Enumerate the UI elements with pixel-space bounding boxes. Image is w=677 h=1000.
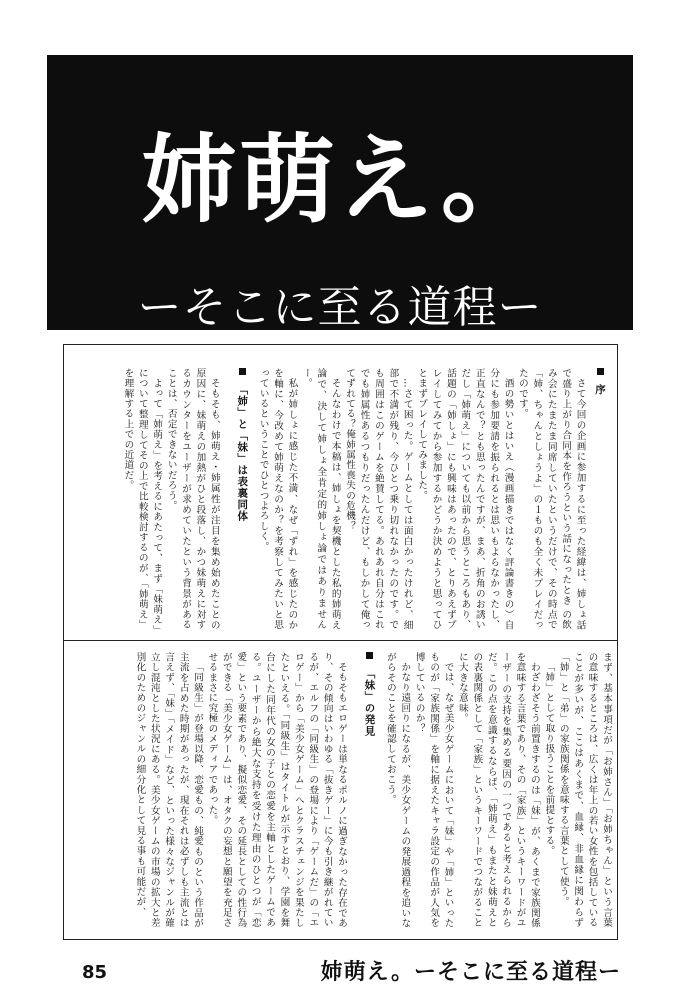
paragraph: よって「姉萌え」を考えるにあたって、まず「妹萌え」について整理してその上で比較検討するのが、「姉萌え」を理解する上での近道だ。 bbox=[122, 368, 163, 630]
article-upper-panel bbox=[73, 368, 613, 630]
paragraph: 酒の勢いとはいえ（漫画描きではなく評論書きの）自分にも参加要請を振られるとは思いもよらなかったし、正直なんで？とも思ったんですが、まあ、折角のお誘いだし「姉萌え」についても以前から思うところもあり、話題の「姉しょ」にも興味はあったので、とりあえずプレイしてみてから参加するかどうか決めようと思ってひとまずプレイしてみました。 bbox=[416, 368, 514, 630]
section-heading-ane-imouto: 「姉」と「妹」は表裏同体 bbox=[235, 368, 249, 630]
paragraph: そもそもエロゲーは単なるポルノに過ぎなかった存在であり、その傾向はいわゆる「抜きゲー」に今も引き継がれているが、エルフの「同級生」の登場により「ゲームだ」の「エロゲー」から「美少女ゲーム」へとクラスチェンジを果たしたといえる。「同級生」はタイトルが示すとおり、学園を舞台にした同年代の女の子との恋愛を主軸としたゲームである。ユーザーから絶大な支持を受けた理由のひとつが「恋愛」という要素であり、擬似恋愛、その延長としての性行為ができる「美少女ゲーム」は、オタクの妄想と願望を充足させるまさに究極のメディアであった。 bbox=[206, 652, 348, 928]
page-number: 85 bbox=[82, 962, 108, 983]
paragraph: そんなわけで本稿は、姉しょを契機とした私的姉萌え論で、決して姉しょ全肯定的姉しょ論ではありませんー。 bbox=[300, 368, 341, 630]
paragraph: …さて困った。ゲームとしては面白かったけれど、細部で不満が残り、今ひとつ乗り切れなかったのです。でも周囲はこのゲームを絶賛してる。あれあれ自分はこれでも姉属性あるつもりだったんだけど、もしかして俺ってずれてる？俺姉属性喪失の危機？ bbox=[344, 368, 413, 630]
section-divider bbox=[63, 640, 618, 641]
page-subtitle: ーそこに至る道程ー bbox=[137, 282, 543, 330]
paragraph: では、なぜ美少女ゲームにおいて「妹」や「姉」といったものが「家族関係」を軸に据えたキャラ設定の作品が人気を博しているのか？ bbox=[413, 652, 454, 928]
heading-bullet-icon bbox=[597, 368, 604, 375]
paragraph: 「同級生」が登場以降、恋愛もの、純愛ものという作品が主流を占めた時期があったが、現在それは必ずしも主流とは言えず、「妹」「メイド」など、といった様々なジャンルが確立し混沌とした状況にある。美少女ゲームの市場の拡大と差別化のためのジャンルの細分化として見る事も可能だが、 bbox=[134, 652, 204, 928]
section-heading-intro: 序 bbox=[593, 368, 607, 630]
paragraph: 私が姉しょに感じた不満、なぜ「ずれ」を感じたのかを軸に、今改めて姉萌えなのか？を考察してみたいと思っているということでひとつよろしく。 bbox=[257, 368, 298, 630]
running-title: 姉萌え。ーそこに至る道程ー bbox=[320, 960, 621, 985]
article-lower-panel bbox=[73, 652, 613, 928]
title-block bbox=[47, 55, 633, 330]
heading-bullet-icon bbox=[239, 368, 246, 375]
section-heading-imouto: 「妹」の発見 bbox=[362, 652, 376, 928]
heading-bullet-icon bbox=[366, 652, 373, 659]
paragraph: さて今回の企画に参加するに至った経緯は、姉しょ話で盛り上がり合同本を作ろうという話になったとき の飲み会にたまたま同席していたというだけで、その時点で「姉、ちゃんとしょうよ」の１ものも全く未プレイだったのです。 bbox=[516, 368, 586, 630]
paragraph: わざわざそう前置きするのは「妹」が、あくまで家族関係を意味する言葉であり、その「家族」というキーワードがユーザーの支持を集める要因の一つであると考えられるからだ。この点を意識するならば、「姉萌え」もまたと妹萌えとの表裏関係として「家族」というキーワードでつながることに大きな意味。 bbox=[456, 652, 540, 928]
page-title: 姉萌え。 bbox=[141, 123, 539, 236]
paragraph: かなり遠回りになるが、美少女ゲームの発展過程を追いながらそのことを確認しておこう。 bbox=[384, 652, 411, 928]
paragraph: まず、基本事項だが「お姉さん」「お姉ちゃん」という言葉の意味するところは、広くは年上の若い女性を包括していることが多いが、ここはあくまで、血縁、非血縁に関わらず「姉」と「弟」の家族関係を意味する言葉として使う。 bbox=[557, 652, 612, 928]
paragraph: そもそも、姉萌え・姉属性が注目を集め始めたことの原因に、妹萌えの加熱がひと段落し、かつ妹萌えに対するカウンターをユーザーが求めていたという背景があることは、否定できないだろう。 bbox=[165, 368, 220, 630]
paragraph: 「姉」として取り扱うことを前提とする。 bbox=[543, 661, 555, 856]
